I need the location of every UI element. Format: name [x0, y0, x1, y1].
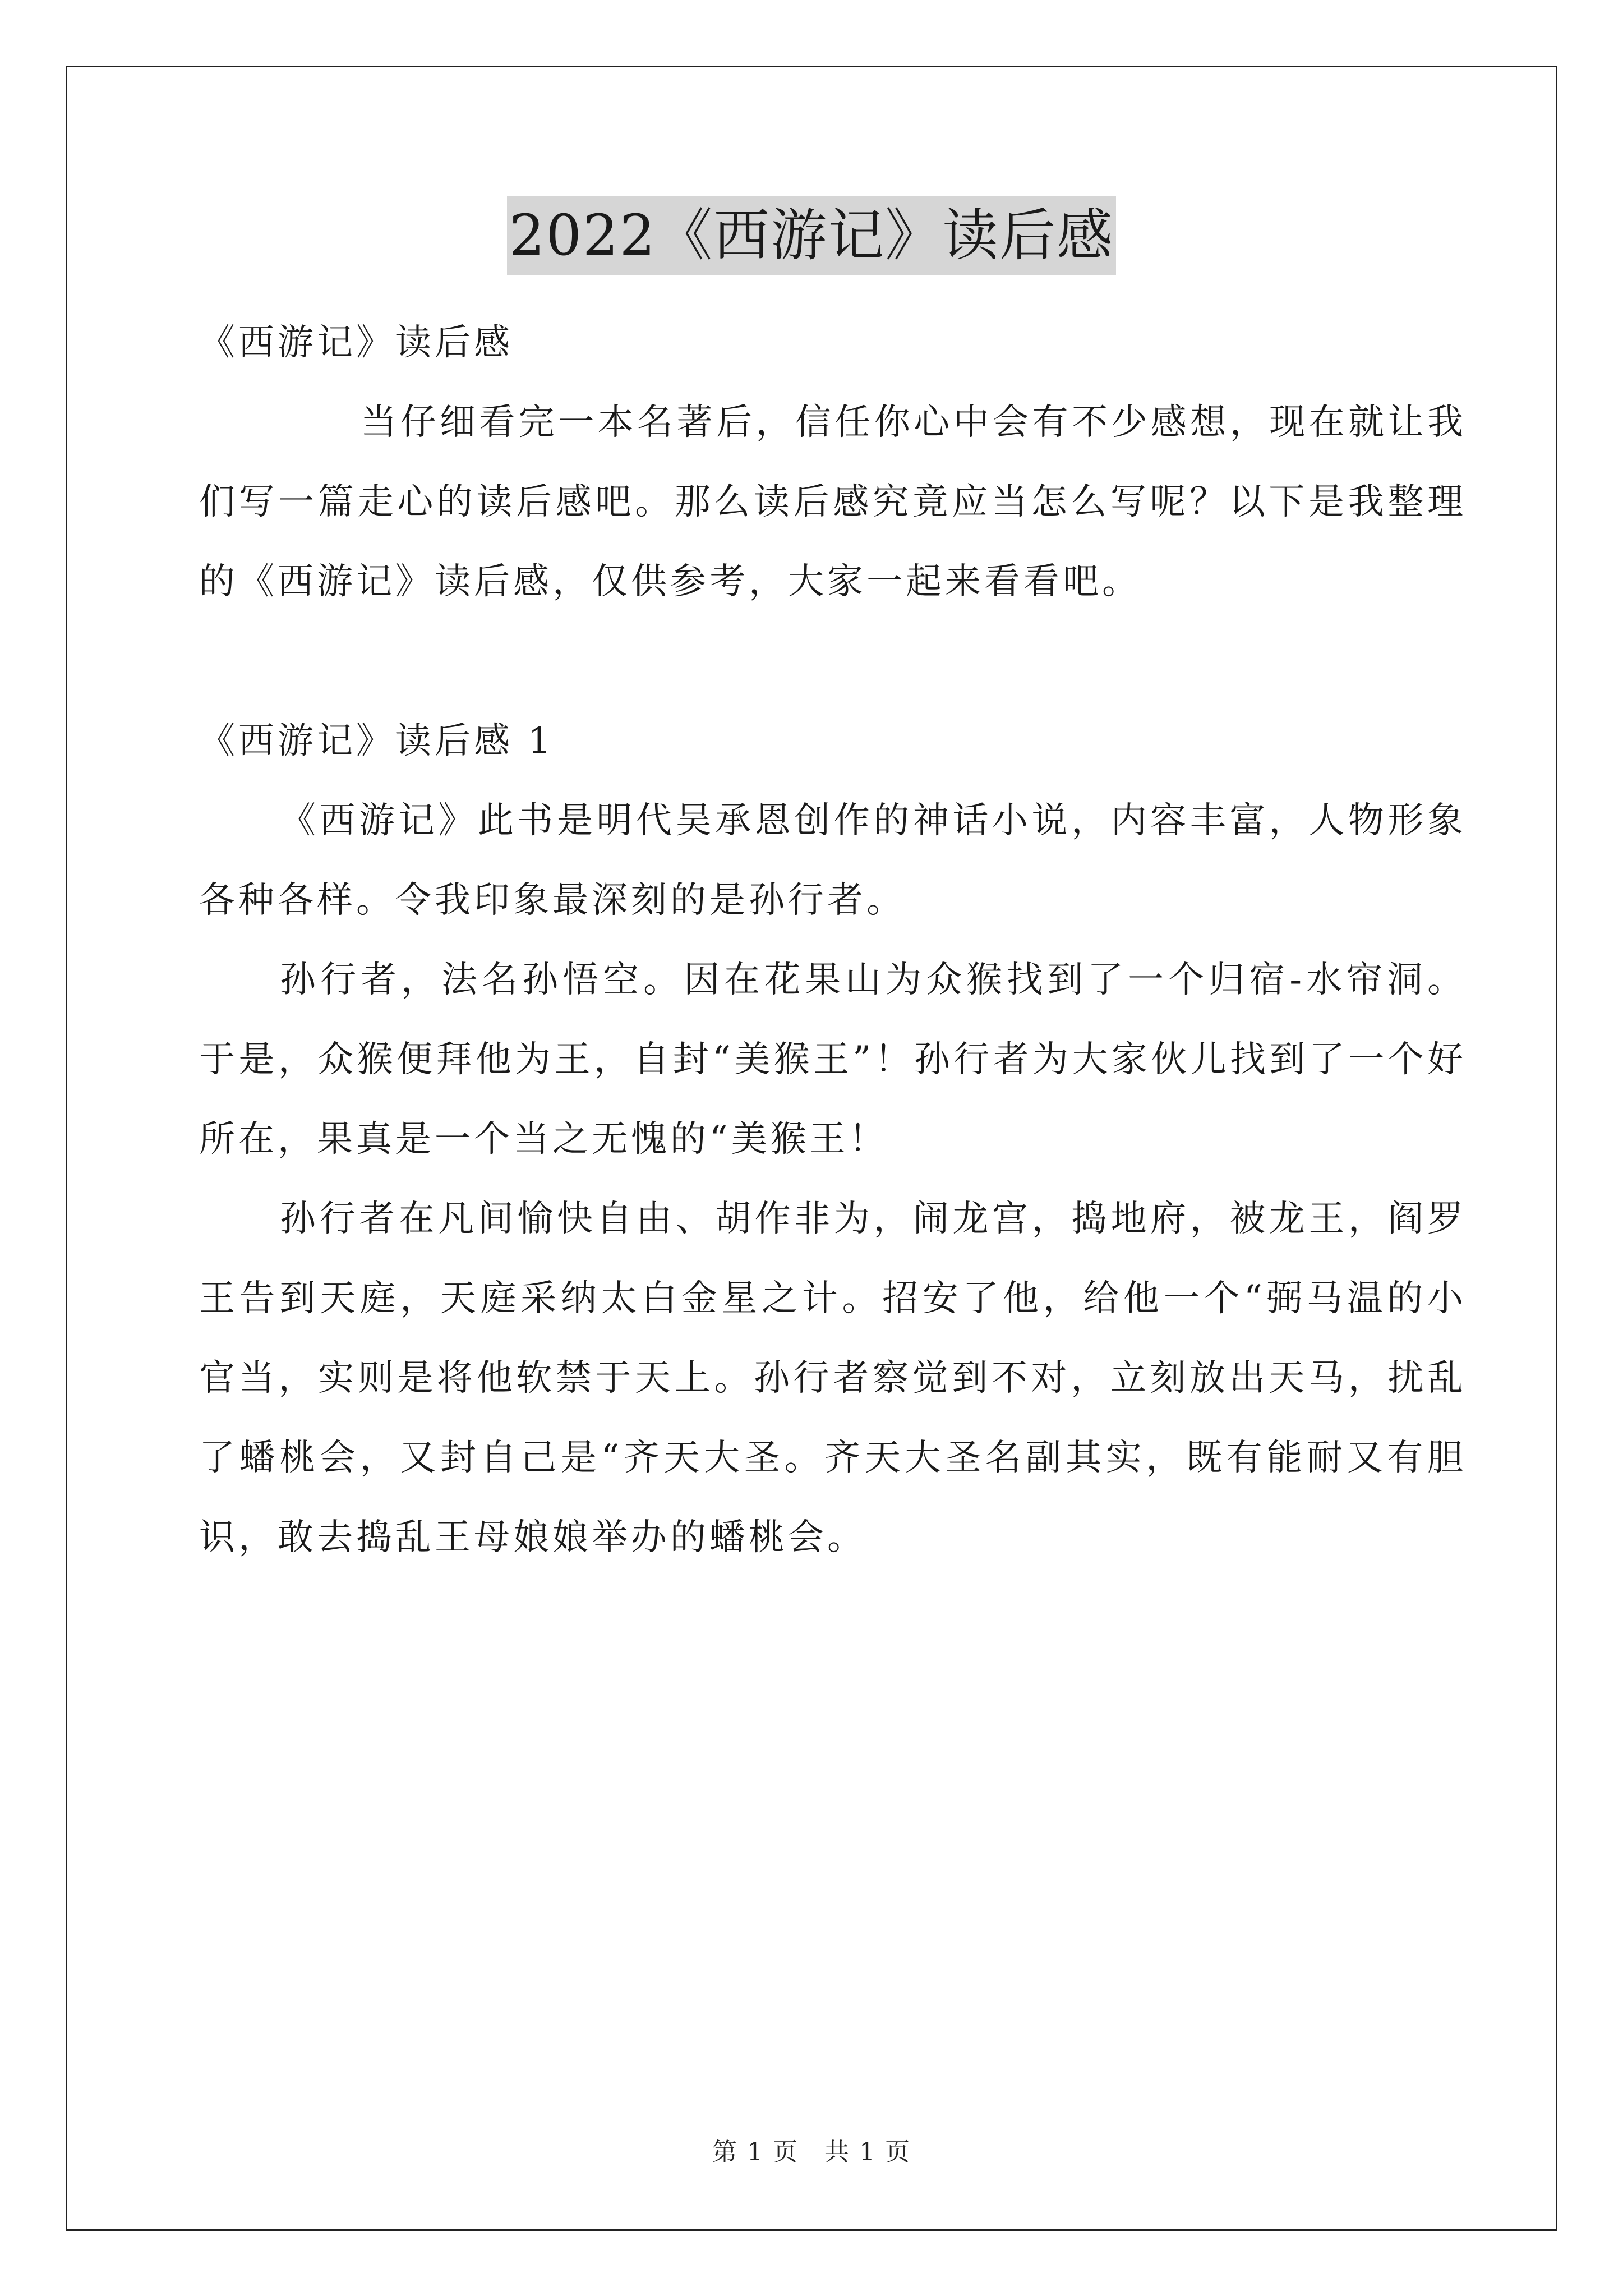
body-paragraph-3: 孙行者在凡间愉快自由、胡作非为，闹龙宫，捣地府，被龙王，阎罗王告到天庭，天庭采纳太白金星之计。招安了他，给他一个“弼马温的小官当，实则是将他软禁于天上。孙行者察觉到不对，立刻放出天马，扰乱了蟠桃会，又封自己是“齐天大圣。齐天大圣名副其实，既有能耐又有胆识，敢去捣乱王母娘娘举办的蟠桃会。 [199, 1198, 1467, 1558]
title-container [0, 196, 1623, 275]
section-gap [199, 622, 1467, 701]
document-body [199, 303, 1467, 1577]
page-footer [0, 2132, 1623, 2168]
page-number: 第 1 页 共 1 页 [712, 2138, 911, 2166]
body-paragraph-1: 《西游记》此书是明代吴承恩创作的神话小说，内容丰富，人物形象各种各样。令我印象最深刻的是孙行者。 [199, 800, 1467, 921]
section-heading: 《西游记》读后感 1 [199, 720, 555, 762]
document-title: 2022《西游记》读后感 [507, 196, 1117, 275]
intro-paragraph: 当仔细看完一本名著后，信任你心中会有不少感想，现在就让我们写一篇走心的读后感吧。那么读后感究竟应当怎么写呢？以下是我整理的《西游记》读后感，仅供参考，大家一起来看看吧。 [199, 402, 1467, 602]
body-paragraph-2: 孙行者，法名孙悟空。因在花果山为众猴找到了一个归宿-水帘洞。于是，众猴便拜他为王，自封“美猴王”！孙行者为大家伙儿找到了一个好所在，果真是一个当之无愧的“美猴王！ [199, 959, 1467, 1160]
intro-heading: 《西游记》读后感 [199, 322, 513, 364]
